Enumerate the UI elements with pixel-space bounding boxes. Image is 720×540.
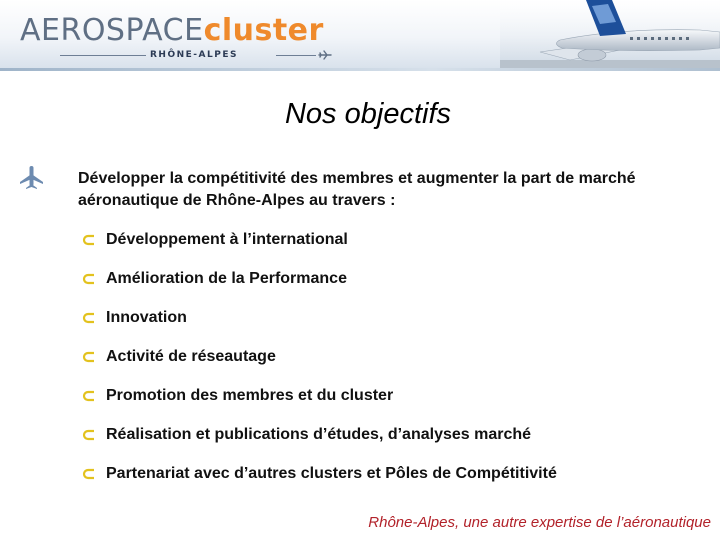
logo-divider-right [276, 55, 316, 56]
footer-tagline: Rhône-Alpes, une autre expertise de l’aéronautique [368, 514, 711, 531]
objectives-list [80, 229, 557, 502]
list-item-label: Partenariat avec d’autres clusters et Pôles de Compétitivité [106, 465, 557, 482]
list-item-label: Innovation [106, 309, 187, 326]
list-item [80, 307, 557, 346]
slide-title: Nos objectifs [284, 98, 451, 130]
list-item-label: Promotion des membres et du cluster [106, 387, 394, 404]
list-item-label: Activité de réseautage [106, 348, 276, 365]
header-divider [0, 68, 720, 71]
logo-divider-left [60, 55, 146, 56]
return-arrow-icon [80, 229, 106, 251]
return-arrow-icon [80, 385, 106, 407]
return-arrow-icon [80, 307, 106, 329]
intro-paragraph: Développer la compétitivité des membres et augmenter la part de marché aéronautique de Rhône-Alpes au travers : [78, 170, 636, 209]
logo-accent-text: cluster [203, 13, 324, 48]
list-item-label: Réalisation et publications d’études, d’analyses marché [106, 426, 532, 443]
plane-icon [318, 49, 332, 61]
list-item [80, 346, 557, 385]
aircraft-image [500, 0, 720, 68]
header-banner [0, 0, 720, 68]
list-item [80, 229, 557, 268]
return-arrow-icon [80, 463, 106, 485]
list-item [80, 424, 557, 463]
contrail-decoration [0, 160, 60, 540]
return-arrow-icon [80, 424, 106, 446]
list-item [80, 268, 557, 307]
return-arrow-icon [80, 346, 106, 368]
list-item-label: Amélioration de la Performance [106, 270, 347, 287]
list-item [80, 385, 557, 424]
logo-region-text: RHÔNE-ALPES [150, 50, 238, 60]
logo-main-text: AEROSPACE [20, 13, 204, 48]
list-item [80, 463, 557, 502]
list-item-label: Développement à l’international [106, 231, 348, 248]
aerospace-cluster-logo [20, 14, 324, 48]
return-arrow-icon [80, 268, 106, 290]
